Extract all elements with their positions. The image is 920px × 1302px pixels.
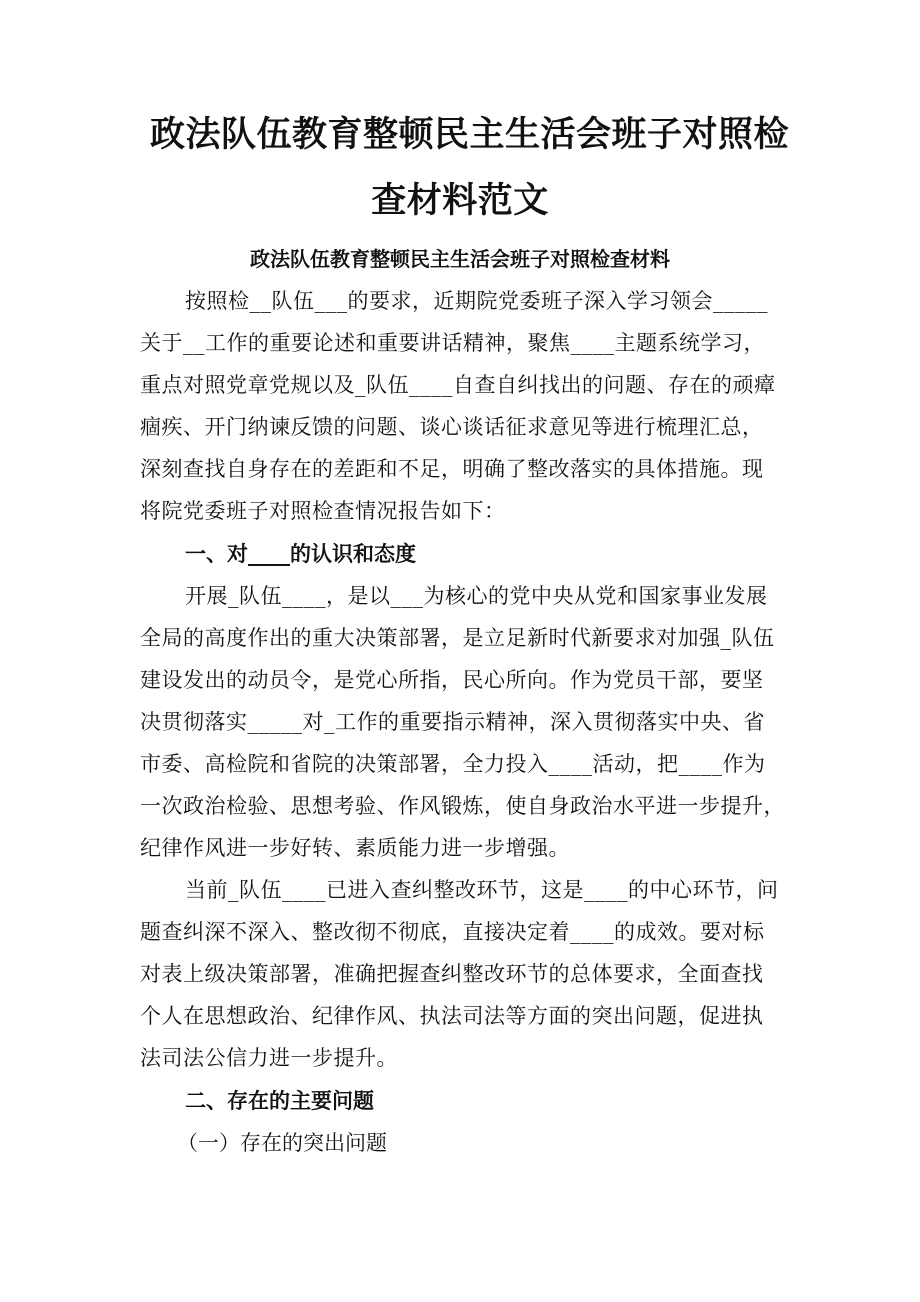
paragraph-2-line-6: 一次政治检验、思想考验、作风锻炼，使自身政治水平进一步提升， (140, 794, 785, 818)
paragraph-2-line-7: 纪律作风进一步好转、素质能力进一步增强。 (140, 836, 570, 860)
paragraph-3-line-1: 当前_队伍____已进入查纠整改环节，这是____的中心环节，问 (185, 878, 779, 902)
paragraph-2-line-1: 开展_队伍____，是以___为核心的党中央从党和国家事业发展 (185, 584, 768, 608)
document-subtitle: 政法队伍教育整顿民主生活会班子对照检查材料 (250, 247, 670, 271)
section-2-subheading-1: （一）存在的突出问题 (177, 1131, 387, 1155)
paragraph-3-line-2: 题查纠深不深入、整改彻不彻底，直接决定着____的成效。要对标 (140, 920, 765, 944)
paragraph-3-line-3: 对表上级决策部署，准确把握查纠整改环节的总体要求，全面查找 (140, 962, 764, 986)
section-2-heading: 二、存在的主要问题 (185, 1088, 374, 1113)
paragraph-1-line-3: 重点对照党章党规以及_队伍____自查自纠找出的问题、存在的顽瘴 (140, 373, 776, 397)
paragraph-1-line-6: 将院党委班子对照检查情况报告如下： (140, 499, 506, 523)
paragraph-1-line-5: 深刻查找自身存在的差距和不足，明确了整改落实的具体措施。现 (140, 457, 764, 481)
paragraph-1-line-2: 关于__工作的重要论述和重要讲话精神，聚焦____主题系统学习， (140, 331, 765, 355)
document-title-line-2: 查材料范文 (371, 181, 549, 221)
paragraph-3-line-5: 法司法公信力进一步提升。 (140, 1046, 398, 1070)
paragraph-1-line-4: 痼疾、开门纳谏反馈的问题、谈心谈话征求意见等进行梳理汇总， (140, 415, 764, 439)
paragraph-1-line-1: 按照检__队伍___的要求，近期院党委班子深入学习领会_____ (185, 289, 768, 313)
paragraph-2-line-4: 决贯彻落实_____对_工作的重要指示精神，深入贯彻落实中央、省 (140, 710, 765, 734)
section-1-heading: 一、对____的认识和态度 (185, 541, 416, 566)
paragraph-2-line-2: 全局的高度作出的重大决策部署，是立足新时代新要求对加强_队伍 (140, 626, 775, 650)
paragraph-3-line-4: 个人在思想政治、纪律作风、执法司法等方面的突出问题，促进执 (140, 1004, 764, 1028)
paragraph-2-line-5: 市委、高检院和省院的决策部署，全力投入____活动，把____作为 (140, 752, 766, 776)
document-title-line-1: 政法队伍教育整顿民主生活会班子对照检 (150, 115, 790, 155)
paragraph-2-line-3: 建设发出的动员令，是党心所指，民心所向。作为党员干部，要坚 (140, 668, 764, 692)
